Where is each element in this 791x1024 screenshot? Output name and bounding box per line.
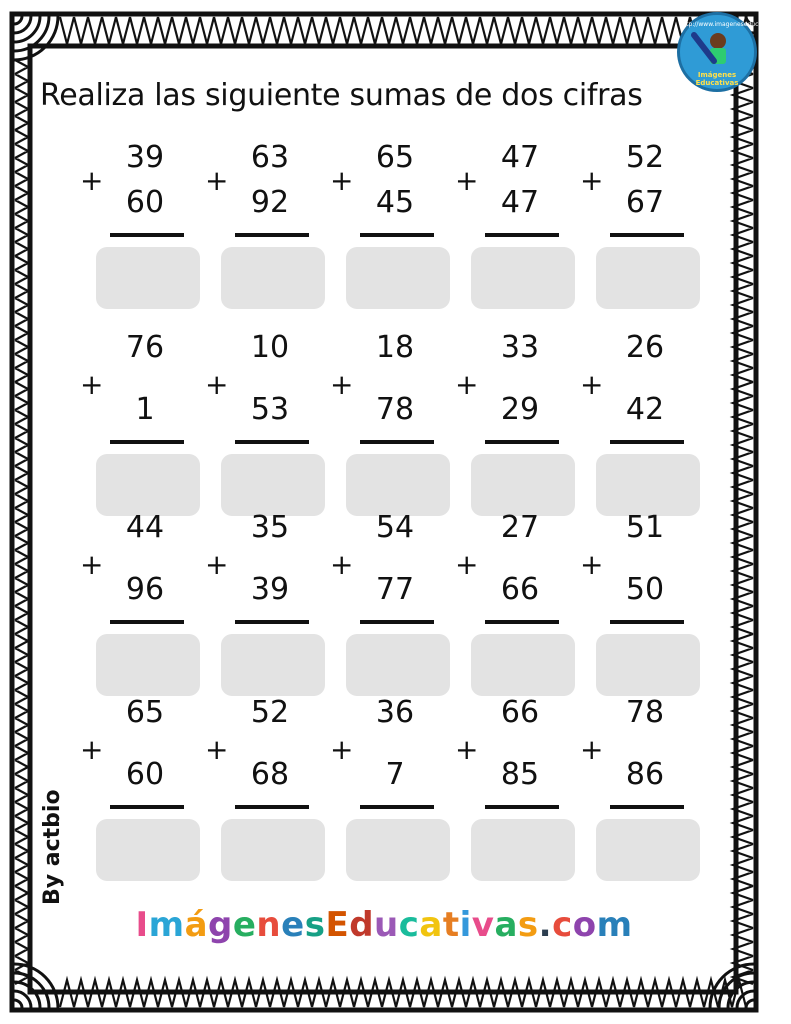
addend-top: 66 [500, 695, 540, 730]
answer-box[interactable] [221, 819, 325, 881]
addend-top: 39 [125, 140, 165, 175]
addend-top: 18 [375, 330, 415, 365]
plus-sign: + [80, 164, 104, 197]
answer-box[interactable] [471, 247, 575, 309]
answer-box[interactable] [221, 247, 325, 309]
sum-line [485, 440, 559, 444]
plus-sign: + [205, 164, 229, 197]
website-watermark: ImágenesEducativas.com [135, 905, 633, 945]
answer-box[interactable] [346, 247, 450, 309]
plus-sign: + [80, 368, 104, 401]
addend-top: 36 [375, 695, 415, 730]
addend-bottom: 77 [375, 572, 415, 607]
addend-bottom: 45 [375, 185, 415, 220]
answer-box[interactable] [346, 454, 450, 516]
sum-line [485, 620, 559, 624]
addend-bottom: 86 [625, 757, 665, 792]
addend-bottom: 60 [125, 757, 165, 792]
plus-sign: + [80, 733, 104, 766]
answer-box[interactable] [96, 454, 200, 516]
addend-top: 51 [625, 510, 665, 545]
addend-top: 44 [125, 510, 165, 545]
sum-line [610, 805, 684, 809]
addend-bottom: 78 [375, 392, 415, 427]
answer-box[interactable] [596, 634, 700, 696]
plus-sign: + [455, 733, 479, 766]
answer-box[interactable] [96, 819, 200, 881]
plus-sign: + [330, 368, 354, 401]
plus-sign: + [330, 733, 354, 766]
sum-line [360, 620, 434, 624]
sum-line [485, 805, 559, 809]
answer-box[interactable] [346, 819, 450, 881]
plus-sign: + [455, 164, 479, 197]
plus-sign: + [580, 368, 604, 401]
addend-bottom: 1 [135, 392, 155, 427]
addend-bottom: 42 [625, 392, 665, 427]
plus-sign: + [80, 548, 104, 581]
sum-line [110, 440, 184, 444]
addend-bottom: 47 [500, 185, 540, 220]
sum-line [110, 233, 184, 237]
addend-bottom: 66 [500, 572, 540, 607]
sum-line [610, 620, 684, 624]
sum-line [110, 620, 184, 624]
plus-sign: + [330, 164, 354, 197]
addend-bottom: 29 [500, 392, 540, 427]
worksheet-title: Realiza las siguiente sumas de dos cifras [40, 78, 643, 113]
sum-line [360, 805, 434, 809]
sum-line [110, 805, 184, 809]
addend-top: 65 [375, 140, 415, 175]
plus-sign: + [330, 548, 354, 581]
answer-box[interactable] [346, 634, 450, 696]
addend-bottom: 85 [500, 757, 540, 792]
answer-box[interactable] [96, 634, 200, 696]
plus-sign: + [205, 733, 229, 766]
addend-bottom: 68 [250, 757, 290, 792]
addend-top: 33 [500, 330, 540, 365]
answer-box[interactable] [96, 247, 200, 309]
sum-line [360, 233, 434, 237]
addend-top: 26 [625, 330, 665, 365]
answer-box[interactable] [596, 819, 700, 881]
answer-box[interactable] [471, 454, 575, 516]
addend-top: 63 [250, 140, 290, 175]
imagenes-educativas-logo [677, 12, 791, 92]
plus-sign: + [580, 548, 604, 581]
plus-sign: + [205, 368, 229, 401]
plus-sign: + [580, 164, 604, 197]
addend-bottom: 60 [125, 185, 165, 220]
sum-line [485, 233, 559, 237]
sum-line [235, 620, 309, 624]
addend-top: 76 [125, 330, 165, 365]
addend-bottom: 7 [385, 757, 405, 792]
sum-line [235, 233, 309, 237]
plus-sign: + [580, 733, 604, 766]
addend-bottom: 92 [250, 185, 290, 220]
addend-top: 52 [250, 695, 290, 730]
addend-top: 52 [625, 140, 665, 175]
addend-bottom: 96 [125, 572, 165, 607]
answer-box[interactable] [596, 247, 700, 309]
answer-box[interactable] [471, 634, 575, 696]
addend-top: 10 [250, 330, 290, 365]
sum-line [610, 440, 684, 444]
logo-label: Imágenes Educativas [695, 71, 739, 87]
answer-box[interactable] [471, 819, 575, 881]
author-credit: By actbio [40, 789, 65, 905]
addend-top: 65 [125, 695, 165, 730]
plus-sign: + [455, 548, 479, 581]
addend-bottom: 67 [625, 185, 665, 220]
answer-box[interactable] [221, 634, 325, 696]
sum-line [610, 233, 684, 237]
plus-sign: + [455, 368, 479, 401]
logo-url-text: http://www.imageneseducativas.com [680, 21, 791, 28]
addend-top: 54 [375, 510, 415, 545]
answer-box[interactable] [221, 454, 325, 516]
addend-bottom: 39 [250, 572, 290, 607]
addend-top: 35 [250, 510, 290, 545]
answer-box[interactable] [596, 454, 700, 516]
plus-sign: + [205, 548, 229, 581]
addend-bottom: 53 [250, 392, 290, 427]
addend-top: 78 [625, 695, 665, 730]
sum-line [235, 805, 309, 809]
sum-line [235, 440, 309, 444]
addend-bottom: 50 [625, 572, 665, 607]
addend-top: 27 [500, 510, 540, 545]
addend-top: 47 [500, 140, 540, 175]
sum-line [360, 440, 434, 444]
